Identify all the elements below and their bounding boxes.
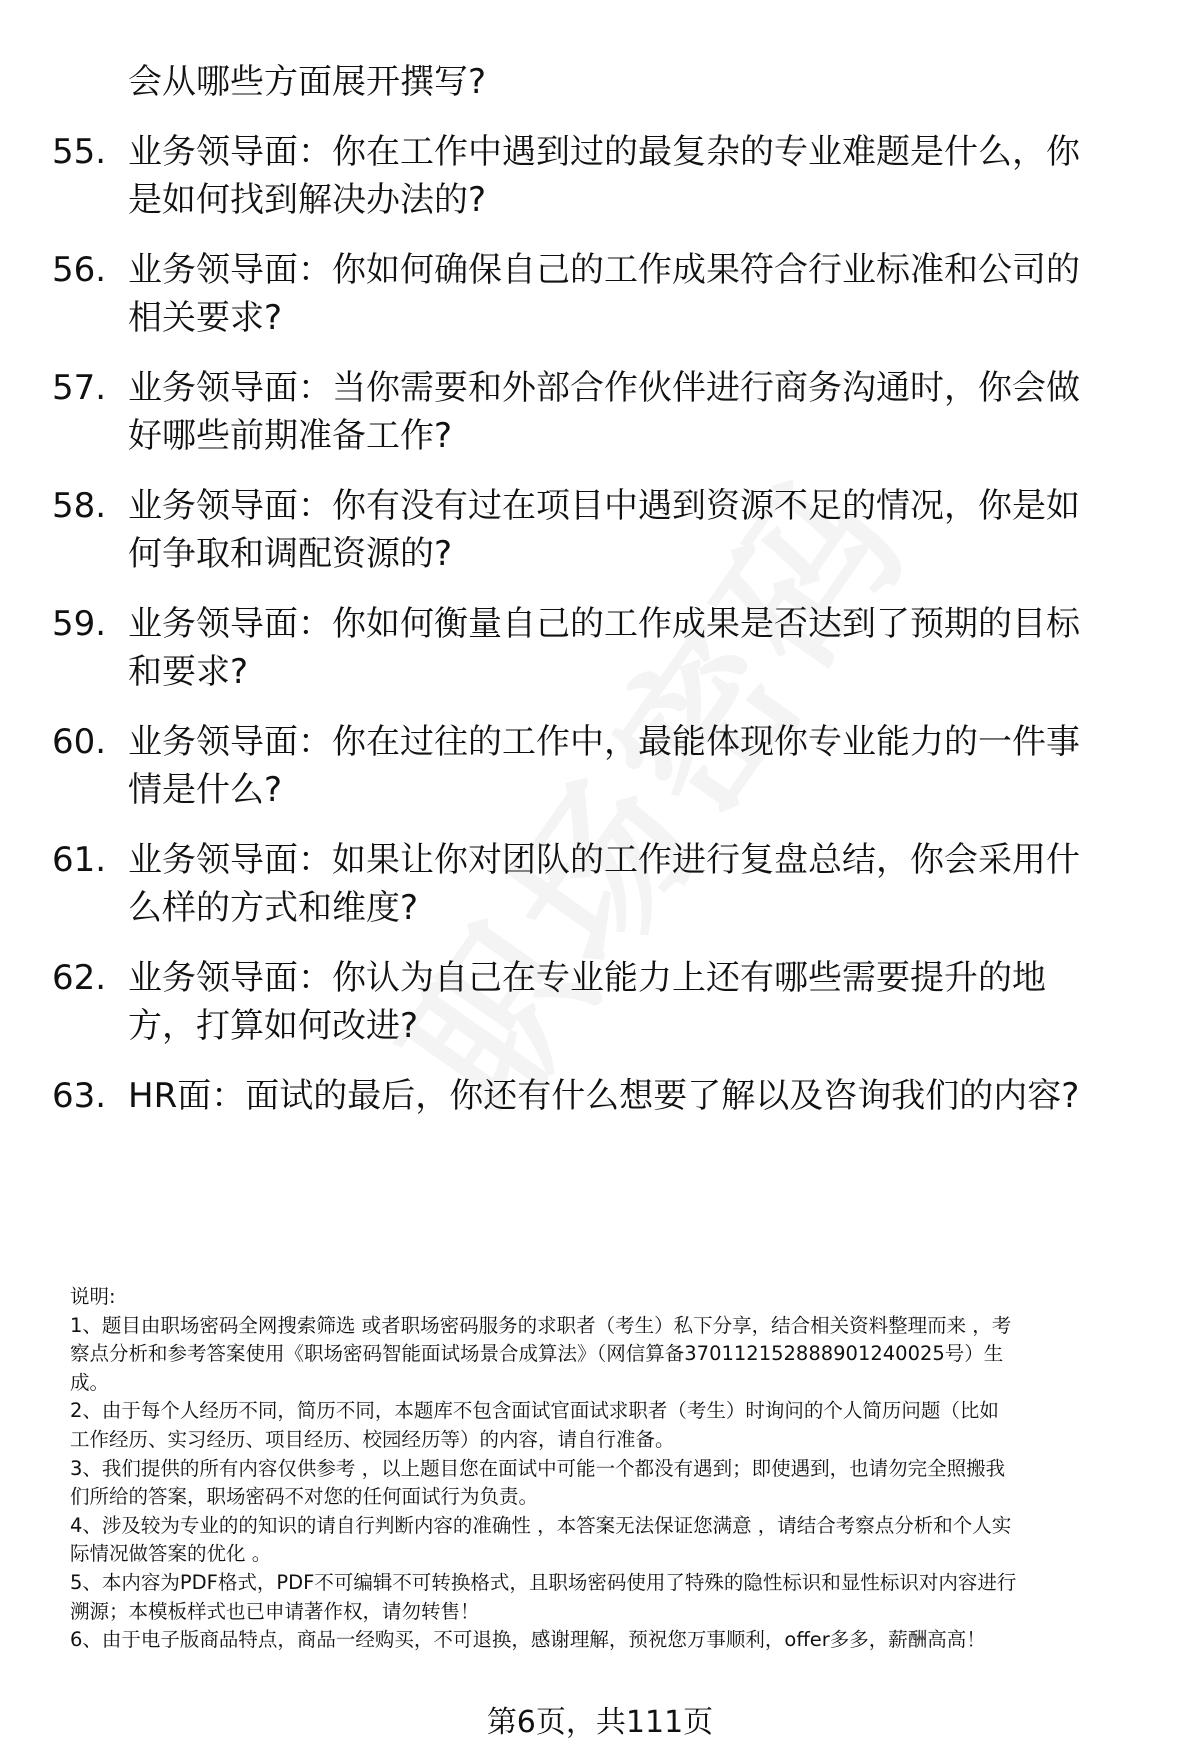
disclaimer-notes — [70, 1283, 1160, 1655]
continuation-text: 会从哪些方面展开撰写? — [128, 62, 487, 102]
question-number: 61. — [52, 840, 107, 880]
note-line: 2、由于每个人经历不同，简历不同，本题库不包含面试官面试求职者（考生）时询问的个人简历问题（比如 — [70, 1399, 999, 1423]
question-number: 62. — [52, 958, 107, 998]
note-line: 察点分析和参考答案使用《职场密码智能面试场景合成算法》（网信算备370112152888901240025号）生 — [70, 1342, 1004, 1366]
note-line: 1、题目由职场密码全网搜索筛选 或者职场密码服务的求职者（考生）私下分享，结合相关资料整理而来 ，考 — [70, 1313, 1012, 1337]
question-number: 59. — [52, 604, 107, 644]
question-number: 58. — [52, 486, 107, 526]
question-text-line-2: 情是什么? — [128, 770, 283, 810]
note-line: 际情况做答案的优化 。 — [70, 1542, 272, 1566]
question-text-line-1: 业务领导面：当你需要和外部合作伙伴进行商务沟通时，你会做 — [128, 368, 1080, 408]
note-line: 成。 — [70, 1370, 110, 1394]
question-text-line-1: 业务领导面：你在工作中遇到过的最复杂的专业难题是什么，你 — [128, 132, 1080, 172]
note-line: 3、我们提供的所有内容仅供参考 ，以上题目您在面试中可能一个都没有遇到；即使遇到，也请勿完全照搬我 — [70, 1456, 1006, 1480]
question-text-line-1: 业务领导面：你在过往的工作中，最能体现你专业能力的一件事 — [128, 722, 1080, 762]
question-text-line-2: 何争取和调配资源的? — [128, 534, 453, 574]
question-number: 56. — [52, 250, 107, 290]
notes-heading: 说明: — [70, 1285, 116, 1308]
question-text-line-1: 业务领导面：如果让你对团队的工作进行复盘总结，你会采用什 — [128, 840, 1080, 880]
note-line: 6、由于电子版商品特点，商品一经购买，不可退换，感谢理解，预祝您万事顺利，offer多多，薪酬高高！ — [70, 1628, 986, 1652]
question-text-line-2: 方，打算如何改进? — [128, 1006, 419, 1046]
question-text-line-1: 业务领导面：你如何确保自己的工作成果符合行业标准和公司的 — [128, 250, 1080, 290]
question-text-line-1: 业务领导面：你有没有过在项目中遇到资源不足的情况，你是如 — [128, 486, 1080, 526]
note-line: 们所给的答案，职场密码不对您的任何面试行为负责。 — [70, 1485, 539, 1509]
question-number: 60. — [52, 722, 107, 762]
question-number: 63. — [52, 1076, 107, 1116]
question-text-line-2: 相关要求? — [128, 298, 283, 338]
question-text-line-1: HR面：面试的最后，你还有什么想要了解以及咨询我们的内容? — [128, 1076, 1080, 1116]
question-text-line-2: 好哪些前期准备工作? — [128, 416, 453, 456]
question-number: 57. — [52, 368, 107, 408]
question-text-line-2: 和要求? — [128, 652, 249, 692]
note-line: 4、涉及较为专业的的知识的请自行判断内容的准确性 ，本答案无法保证您满意 ，请结合考察点分析和个人实 — [70, 1513, 1012, 1537]
note-line: 工作经历、实习经历、项目经历、校园经历等）的内容，请自行准备。 — [70, 1427, 675, 1451]
question-text-line-1: 业务领导面：你认为自己在专业能力上还有哪些需要提升的地 — [128, 958, 1046, 998]
question-text-line-2: 是如何找到解决办法的? — [128, 180, 487, 220]
question-number: 55. — [52, 132, 107, 172]
page-number: 第6页，共111页 — [486, 1705, 714, 1740]
question-text-line-2: 么样的方式和维度? — [128, 888, 419, 928]
question-text-line-1: 业务领导面：你如何衡量自己的工作成果是否达到了预期的目标 — [128, 604, 1080, 644]
note-line: 5、本内容为PDF格式，PDF不可编辑不可转换格式，且职场密码使用了特殊的隐性标识和显性标识对内容进行 — [70, 1570, 1017, 1594]
note-line: 溯源；本模板样式也已申请著作权，请勿转售！ — [70, 1599, 480, 1623]
